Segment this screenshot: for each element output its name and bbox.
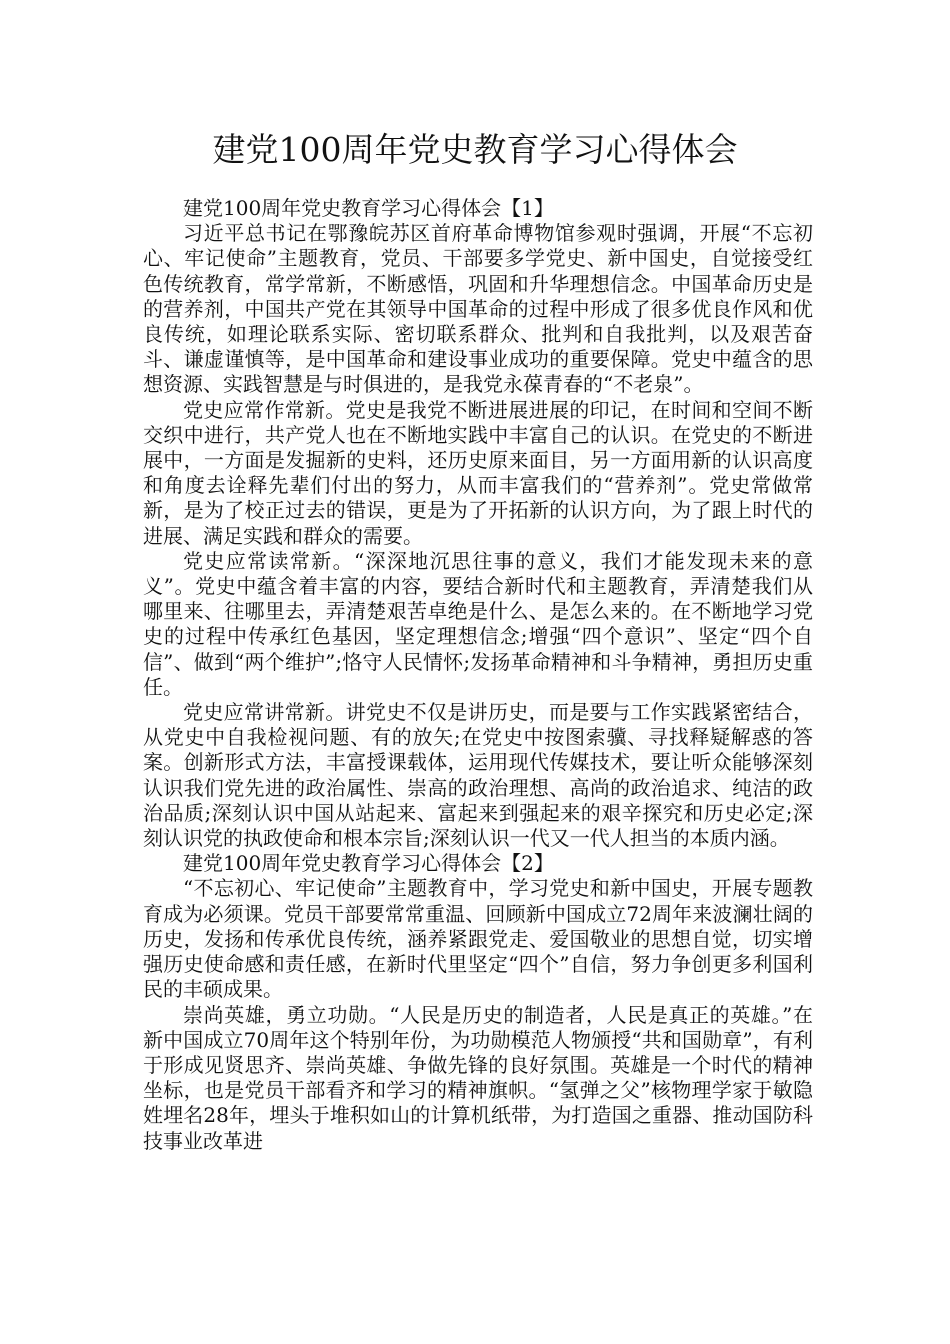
paragraph: 党史应常讲常新。讲党史不仅是讲历史，而是要与工作实践紧密结合，从党史中自我检视问题、有的放矢;在党史中按图索骥、寻找释疑解惑的答案。创新形式方法，丰富授课载体，运用现代传媒技术，要让听众能够深刻认识我们党先进的政治属性、崇高的政治理想、高尚的政治追求、纯洁的政治品质;深刻认识中国从站起来、富起来到强起来的艰辛探究和历史必定;深刻认识党的执政使命和根本宗旨;深刻认识一代又一代人担当的本质内涵。 <box>143 700 813 851</box>
document-body <box>143 196 813 1154</box>
paragraph: 习近平总书记在鄂豫皖苏区首府革命博物馆参观时强调，开展“不忘初心、牢记使命”主题教育，党员、干部要多学党史、新中国史，自觉接受红色传统教育，常学常新，不断感悟，巩固和升华理想信念。中国革命历史是的营养剂，中国共产党在其领导中国革命的过程中形成了很多优良作风和优良传统，如理论联系实际、密切联系群众、批判和自我批判，以及艰苦奋斗、谦虚谨慎等，是中国革命和建设事业成功的重要保障。党史中蕴含的思想资源、实践智慧是与时俱进的，是我党永葆青春的“不老泉”。 <box>143 221 813 397</box>
paragraph: 党史应常读常新。“深深地沉思往事的意义，我们才能发现未来的意义”。党史中蕴含着丰富的内容，要结合新时代和主题教育，弄清楚我们从哪里来、往哪里去，弄清楚艰苦卓绝是什么、是怎么来的。在不断地学习党史的过程中传承红色基因，坚定理想信念;增强“四个意识”、坚定“四个自信”、做到“两个维护”;恪守人民情怀;发扬革命精神和斗争精神，勇担历史重任。 <box>143 548 813 699</box>
document-title: 建党100周年党史教育学习心得体会 <box>212 130 738 169</box>
paragraph-section-heading-1: 建党100周年党史教育学习心得体会【1】 <box>183 196 554 220</box>
paragraph-section-heading-2: 建党100周年党史教育学习心得体会【2】 <box>183 851 554 876</box>
paragraph: “不忘初心、牢记使命”主题教育中，学习党史和新中国史，开展专题教育成为必须课。党员干部要常常重温、回顾新中国成立72周年来波澜壮阔的历史，发扬和传承优良传统，涵养紧跟党走、爱国敬业的思想自觉，切实增强历史使命感和责任感，在新时代里坚定“四个”自信，努力争创更多利国利民的丰硕成果。 <box>143 876 813 1002</box>
paragraph: 党史应常作常新。党史是我党不断进展进展的印记，在时间和空间不断交织中进行，共产党人也在不断地实践中丰富自己的认识。在党史的不断进展中，一方面是发掘新的史料，还历史原来面目，另一方面用新的认识高度和角度去诠释先辈们付出的努力，从而丰富我们的“营养剂”。党史常做常新，是为了校正过去的错误，更是为了开拓新的认识方向，为了跟上时代的进展、满足实践和群众的需要。 <box>143 397 813 548</box>
paragraph: 崇尚英雄，勇立功勋。“人民是历史的制造者，人民是真正的英雄。”在新中国成立70周年这个特别年份，为功勋模范人物颁授“共和国勋章”，有利于形成见贤思齐、崇尚英雄、争做先锋的良好氛围。英雄是一个时代的精神坐标，也是党员干部看齐和学习的精神旗帜。“氢弹之父”核物理学家于敏隐姓埋名28年，埋头于堆积如山的计算机纸带，为打造国之重器、推动国防科技事业改革进 <box>143 1002 813 1153</box>
